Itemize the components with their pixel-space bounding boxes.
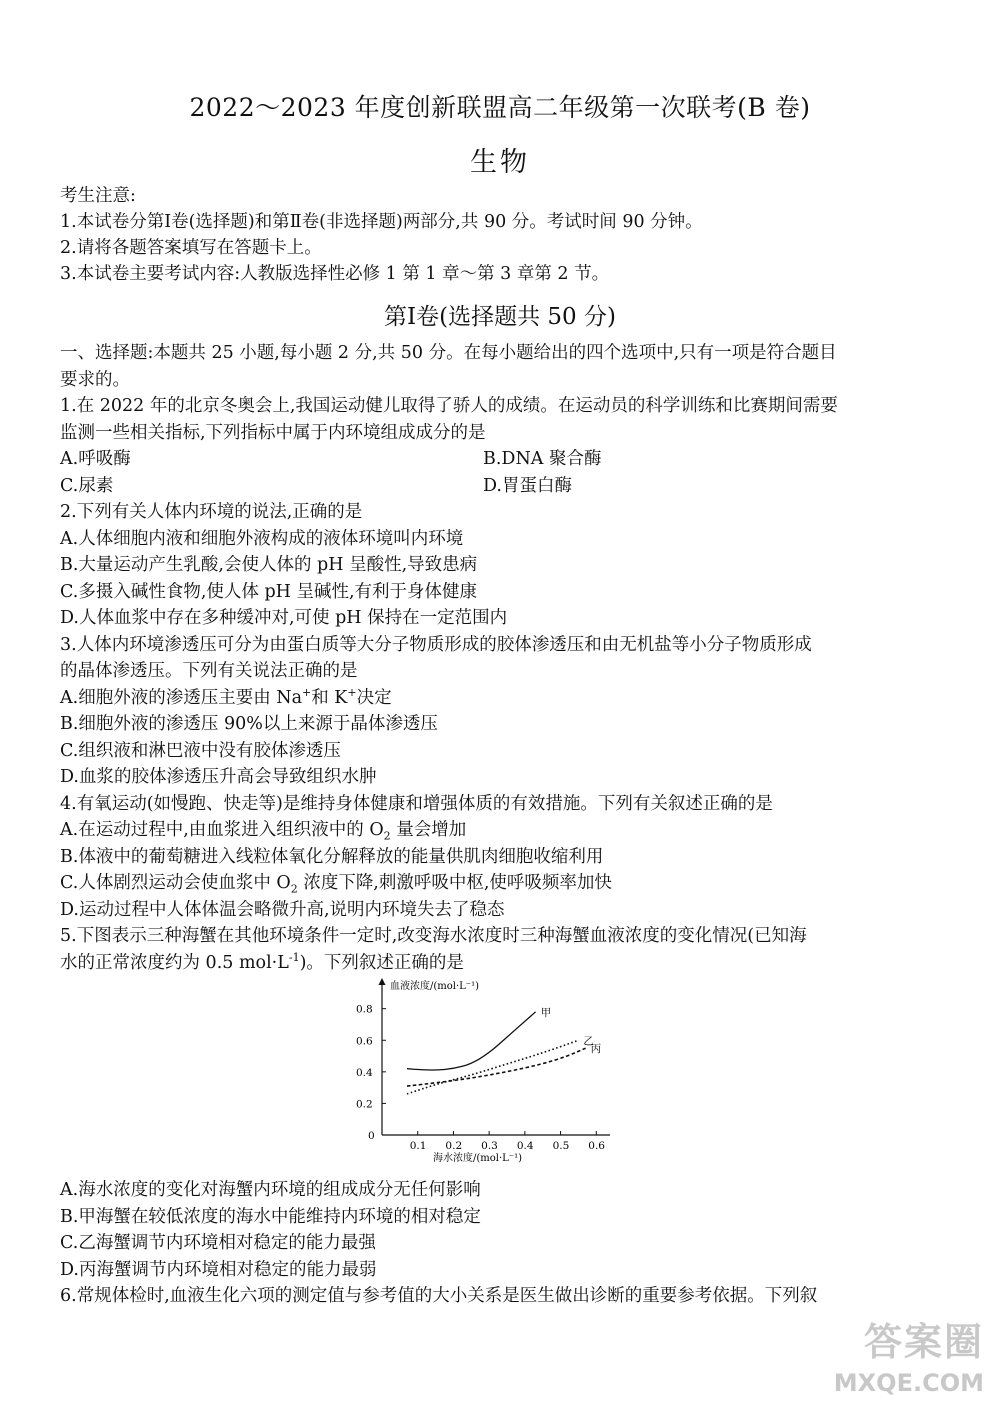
- series-line-dotted: [407, 1040, 578, 1094]
- y-axis-arrow: [379, 978, 386, 985]
- notice-item: 1.本试卷分第Ⅰ卷(选择题)和第Ⅱ卷(非选择题)两部分,共 90 分。考试时间 90 分钟。: [60, 212, 703, 232]
- question-3-stem: 3.人体内环境渗透压可分为由蛋白质等大分子物质形成的胶体渗透压和由无机盐等小分子物质形成: [60, 634, 812, 655]
- series-label: 乙: [583, 1035, 594, 1048]
- y-tick-label: 0.2: [356, 1098, 373, 1111]
- section-instruction: 一、选择题:本题共 25 小题,每小题 2 分,共 50 分。在每小题给出的四个选项中,只有一项是符合题目: [60, 343, 837, 363]
- chart-svg: [345, 975, 610, 1170]
- option-d: D.胃蛋白酶: [483, 475, 572, 496]
- question-6-stem: 6.常规体检时,血液生化六项的测定值与参考值的大小关系是医生做出诊断的重要参考依据。下列叙: [60, 1286, 818, 1306]
- option-b: B.大量运动产生乳酸,会使人体的 pH 呈酸性,导致患病: [60, 555, 478, 575]
- question-5-stem: 5.下图表示三种海蟹在其他环境条件一定时,改变海水浓度时三种海蟹血液浓度的变化情况(已知海: [60, 926, 807, 946]
- blood-concentration-chart: [345, 975, 610, 1170]
- section-title: 第Ⅰ卷(选择题共 50 分): [384, 304, 616, 330]
- y-tick-label: 0.8: [356, 1003, 373, 1016]
- question-1-options: [60, 473, 950, 500]
- question-5-stem: 水的正常浓度约为 0.5 $mol\cdot L^{-1}$)。下列叙述正确的是: [60, 950, 464, 973]
- origin-label: 0: [368, 1130, 375, 1142]
- option-c: C.乙海蟹调节内环境相对稳定的能力最强: [60, 1233, 376, 1253]
- section-instruction: 要求的。: [60, 369, 130, 390]
- question-2-stem: 2.下列有关人体内环境的说法,正确的是: [60, 502, 363, 522]
- option-b: B.细胞外液的渗透压 90%以上来源于晶体渗透压: [60, 714, 438, 734]
- option-a: A.海水浓度的变化对海蟹内环境的组成成分无任何影响: [60, 1180, 481, 1200]
- y-axis-label: 血液浓度/(mol·L⁻¹): [390, 981, 479, 992]
- x-axis-label: 海水浓度/(mol·L⁻¹): [433, 1153, 522, 1164]
- notice-heading: 考生注意:: [60, 186, 136, 206]
- x-tick-label: 0.3: [481, 1140, 498, 1152]
- option-b: B.甲海蟹在较低浓度的海水中能维持内环境的相对稳定: [60, 1206, 481, 1227]
- series-label: 丙: [590, 1043, 602, 1056]
- option-d: D.丙海蟹调节内环境相对稳定的能力最弱: [60, 1259, 377, 1280]
- x-tick-label: 0.4: [516, 1140, 534, 1152]
- option-a: A.人体细胞内液和细胞外液构成的液体环境叫内环境: [60, 528, 464, 549]
- series-line-solid: [407, 1012, 536, 1070]
- exam-title: 2022～2023 年度创新联盟高二年级第一次联考(B 卷): [189, 93, 811, 122]
- watermark-url: MXQE.COM: [833, 1369, 984, 1397]
- option-a: A.呼吸酶: [60, 449, 131, 469]
- option-b: B.体液中的葡萄糖进入线粒体氧化分解释放的能量供肌肉细胞收缩利用: [60, 846, 604, 867]
- question-4-stem: 4.有氧运动(如慢跑、快走等)是维持身体健康和增强体质的有效措施。下列有关叙述正确的是: [60, 793, 773, 814]
- option-a: A.在运动过程中,由血浆进入组织液中的 $O_2$ 量会增加: [60, 820, 467, 843]
- option-d: D.血浆的胶体渗透压升高会导致组织水肿: [60, 767, 377, 787]
- x-tick-label: 0.6: [588, 1140, 605, 1152]
- x-tick-label: 0.5: [552, 1140, 570, 1152]
- y-tick-label: 0.6: [356, 1035, 373, 1048]
- option-c: C.多摄入碱性食物,使人体 pH 呈碱性,有利于身体健康: [60, 581, 478, 602]
- question-1-stem: 监测一些相关指标,下列指标中属于内环境组成成分的是: [60, 422, 486, 443]
- option-b: B.DNA 聚合酶: [483, 449, 602, 469]
- questions-lower: [60, 1177, 950, 1310]
- option-c: C.尿素: [60, 475, 114, 496]
- watermark-text: 答案圈: [863, 1320, 984, 1364]
- subject-title: 生物: [470, 147, 530, 178]
- question-1-stem: 1.在 2022 年的北京冬奥会上,我国运动健儿取得了骄人的成绩。在运动员的科学训练和比赛期间需要: [60, 396, 838, 416]
- watermark-logo: [824, 1316, 984, 1406]
- y-tick-label: 0.4: [356, 1066, 373, 1079]
- questions-upper: [60, 340, 950, 976]
- x-tick-label: 0.2: [445, 1140, 463, 1152]
- option-c: C.组织液和淋巴液中没有胶体渗透压: [60, 740, 341, 761]
- option-c: C.人体剧烈运动会使血浆中 $O_2$ 浓度下降,刺激呼吸中枢,使呼吸频率加快: [60, 873, 612, 896]
- option-d: D.运动过程中人体体温会略微升高,说明内环境失去了稳态: [60, 899, 505, 920]
- series-label: 甲: [540, 1006, 552, 1019]
- notice-item: 2.请将各题答案填写在答题卡上。: [60, 238, 322, 258]
- question-1-options: [60, 446, 950, 473]
- option-a: A.细胞外液的渗透压主要由 Na+和 K+决定: [60, 685, 392, 708]
- question-3-stem: 的晶体渗透压。下列有关说法正确的是: [60, 661, 358, 681]
- option-d: D.人体血浆中存在多种缓冲对,可使 pH 保持在一定范围内: [60, 608, 508, 628]
- notice-block: [60, 183, 703, 287]
- x-tick-label: 0.1: [409, 1140, 427, 1152]
- notice-item: 3.本试卷主要考试内容:人教版选择性必修 1 第 1 章～第 3 章第 2 节。: [60, 264, 610, 284]
